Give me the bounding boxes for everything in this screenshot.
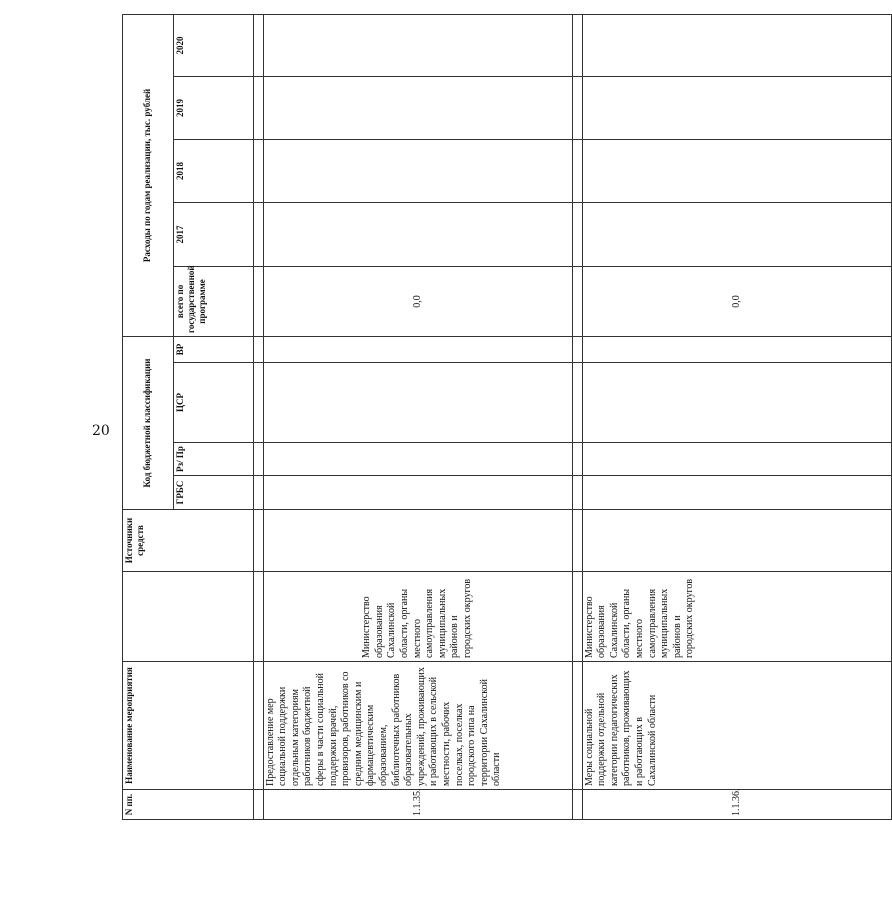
header-2018: 2018 — [173, 139, 253, 202]
table-row — [263, 14, 572, 819]
header-2017: 2017 — [173, 202, 253, 266]
row-executor: Министерство образования Сахалинской области, органы местного самоуправления муниципальных районов и городских округов — [263, 572, 572, 662]
header-budget-code: Код бюджетной классификации — [123, 336, 174, 509]
header-executor — [123, 572, 254, 662]
page-number: 20 — [92, 423, 110, 439]
header-sources: Источники средств — [123, 510, 254, 572]
expenses-table — [122, 14, 892, 820]
header-rzpr: Рз/ Пр — [173, 443, 253, 476]
header-name: Наименование мероприятия — [123, 662, 254, 790]
header-total: всего по государственной программе — [173, 266, 253, 336]
header-grbs: ГРБС — [173, 476, 253, 510]
rotated-table-page — [122, 15, 892, 820]
row-total: 0,0 — [263, 266, 572, 336]
table-row — [582, 14, 891, 819]
row-executor: Министерство образования Сахалинской области, органы местного самоуправления муниципальных районов и городских округов — [582, 572, 891, 662]
header-vr: ВР — [173, 336, 253, 362]
header-csr: ЦСР — [173, 363, 253, 443]
header-2019: 2019 — [173, 76, 253, 139]
row-num: 1.1.36. — [582, 790, 891, 820]
header-expenses: Расходы по годам реализации, тыс. рублей — [123, 14, 174, 336]
row-name: Меры социальной поддержки отдельной категории педагогических работников, проживающих и работающих в Сахалинской области — [582, 662, 891, 790]
row-num: 1.1.35. — [263, 790, 572, 820]
header-2020: 2020 — [173, 14, 253, 76]
row-total: 0,0 — [582, 266, 891, 336]
header-num: N пп. — [123, 790, 254, 820]
row-name: Предоставление мер социальной поддержки отдельным категориям работников бюджетной сферы в части социальной поддержки врачей, провизоров, работников со средним медицинским и фармацевтическим образованием, библиотечных работников образовательных учреждений, проживающих и работающих в сельской местности, рабочих поселках, поселках городского типа на территории Сахалинской области — [263, 662, 572, 790]
